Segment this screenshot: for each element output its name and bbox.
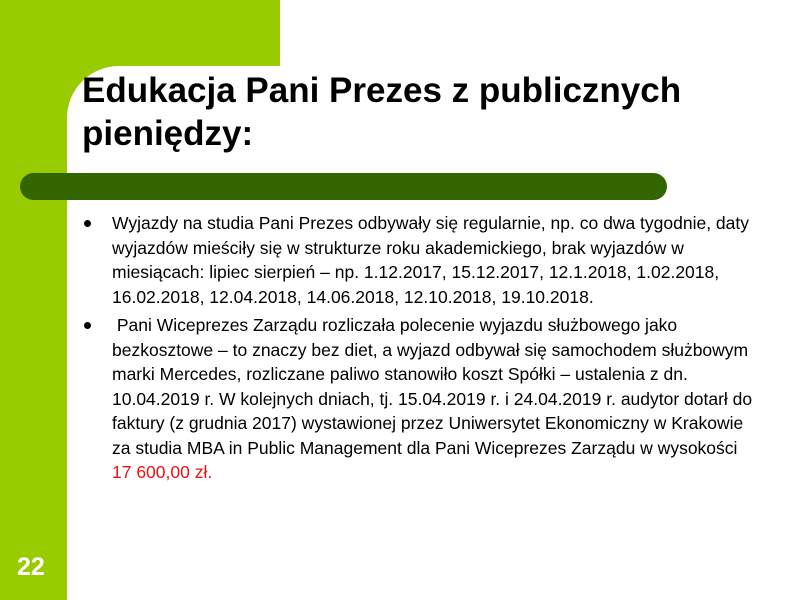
page-number: 22 — [17, 553, 45, 581]
bullet-dot-icon — [84, 322, 91, 329]
bullet-list — [78, 211, 758, 489]
title-underline-bar — [20, 173, 667, 200]
bullet-item-2 — [78, 313, 758, 485]
amount-highlight: 17 600,00 zł. — [112, 462, 213, 482]
bullet-item-1 — [78, 211, 758, 309]
slide-title: Edukacja Pani Prezes z publicznych pieniędzy: — [82, 71, 682, 153]
bullet-dot-icon — [84, 220, 91, 227]
bullet-text-2: Pani Wiceprezes Zarządu rozliczała polecenie wyjazdu służbowego jako bezkosztowe – to znaczy bez diet, a wyjazd odbywał się samochodem służbowym marki Mercedes, rozliczane paliwo stanowiło koszt Spółki – ustalenia z dn. 10.04.2019 r. W kolejnych dniach, tj. 15.04.2019 r. i 24.04.2019 r. audytor dotarł do faktury (z grudnia 2017) wystawionej przez Uniwersytet Ekonomiczny w Krakowie za studia MBA in Public Management dla Pani Wiceprezes Zarządu w wysokości — [112, 315, 758, 458]
bullet-text-1: Wyjazdy na studia Pani Prezes odbywały się regularnie, np. co dwa tygodnie, daty wyjazdów mieściły się w strukturze roku akademickiego, brak wyjazdów w miesiącach: lipiec sierpień – np. 1.12.2017, 15.12.2017, 12.1.2018, 1.02.2018, 16.02.2018, 12.04.2018, 14.06.2018, 12.10.2018, 19.10.2018. — [112, 213, 749, 307]
